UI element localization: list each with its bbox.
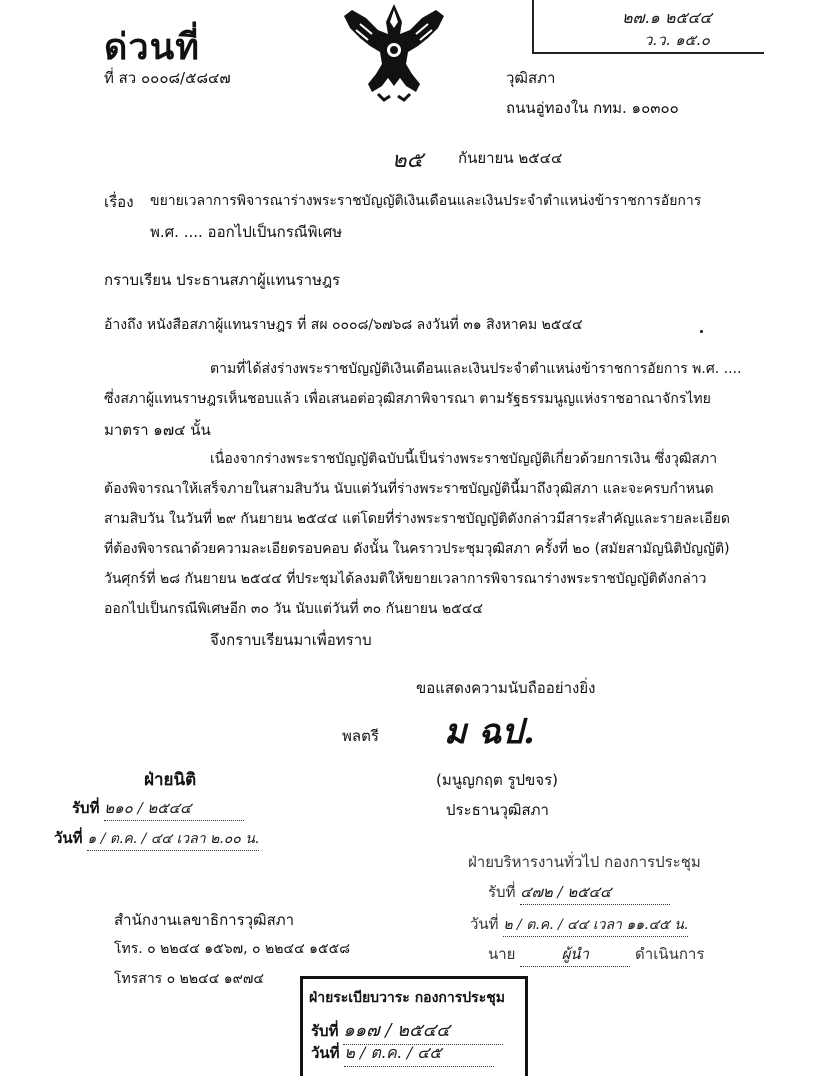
body-p2-line-5: วันศุกร์ที่ ๒๘ กันยายน ๒๕๔๔ ที่ประชุมได้ลงมติให้ขยายเวลาการพิจารณาร่างพระราชบัญญัติดังกล่าว — [104, 571, 707, 587]
admin-date-value: ๒ / ต.ค. / ๔๔ เวลา ๑๑.๔๕ น. — [503, 914, 688, 937]
legal-stamp-receipt — [72, 796, 244, 821]
subject-line-2: พ.ศ. .... ออกไปเป็นกรณีพิเศษ — [150, 223, 343, 241]
legal-receipt-label: รับที่ — [72, 799, 100, 817]
body-p2-line-2: ต้องพิจารณาให้เสร็จภายในสามสิบวัน นับแต่วันที่ร่างพระราชบัญญัตินี้มาถึงวุฒิสภา และจะครบกำหนด — [104, 481, 714, 497]
office-fax: โทรสาร ๐ ๒๒๔๔ ๑๙๗๔ — [114, 971, 265, 987]
admin-assign-label: นาย — [488, 945, 516, 963]
urgent-label: ด่วนที่ — [104, 27, 200, 68]
signer-title: ประธานวุฒิสภา — [446, 801, 549, 819]
admin-action-label: ดำเนินการ — [635, 945, 705, 963]
date-month-year: กันยายน ๒๕๔๔ — [458, 149, 563, 167]
reference: อ้างถึง หนังสือสภาผู้แทนราษฎร ที่ สผ ๐๐๐๘/๖๗๖๘ ลงวันที่ ๓๑ สิงหาคม ๒๕๔๔ — [104, 317, 583, 333]
registry-date-value: ๒ / ต.ค. / ๔๕ — [344, 1041, 494, 1067]
legal-receipt-value: ๒๑๐ / ๒๕๔๔ — [104, 796, 244, 821]
registry-receipt-label: รับที่ — [311, 1022, 339, 1040]
legal-stamp-title: ฝ่ายนิติ — [144, 770, 197, 790]
sender-address: ถนนอู่ทองใน กทม. ๑๐๓๐๐ — [506, 99, 679, 117]
date-day: ๒๕ — [392, 148, 424, 173]
admin-receipt-value: ๔๗๒ / ๒๕๔๔ — [520, 880, 670, 905]
body-p1-line-1: ตามที่ได้ส่งร่างพระราชบัญญัติเงินเดือนและเงินประจำตำแหน่งข้าราชการอัยการ พ.ศ. .... — [210, 361, 742, 377]
salutation: กราบเรียน ประธานสภาผู้แทนราษฎร — [104, 271, 341, 289]
receipt-stamp-top — [532, 0, 764, 54]
signature: ม ฉป. — [444, 712, 535, 752]
receipt-top-line2: ว.ว. ๑๕.๐ — [644, 31, 710, 49]
signer-name: (มนูญกฤต รูปขจร) — [436, 771, 558, 789]
registry-stamp-date — [311, 1041, 494, 1067]
admin-assign-value: ผู้นำ — [520, 942, 630, 967]
office-phone: โทร. ๐ ๒๒๔๔ ๑๕๖๗, ๐ ๒๒๔๔ ๑๕๕๘ — [114, 941, 351, 957]
stray-mark — [700, 330, 703, 333]
subject-line-1: ขยายเวลาการพิจารณาร่างพระราชบัญญัติเงินเดือนและเงินประจำตำแหน่งข้าราชการอัยการ — [150, 193, 702, 209]
body-p1-line-3: มาตรา ๑๗๔ นั้น — [104, 421, 211, 439]
office-name: สำนักงานเลขาธิการวุฒิสภา — [114, 911, 295, 929]
legal-date-label: วันที่ — [54, 829, 83, 847]
garuda-emblem-icon — [338, 0, 450, 104]
admin-stamp-title: ฝ่ายบริหารงานทั่วไป กองการประชุม — [468, 853, 701, 871]
admin-stamp-assign — [488, 942, 704, 967]
sender-org: วุฒิสภา — [506, 69, 556, 87]
registry-receipt-value: ๑๑๗ / ๒๕๔๔ — [343, 1015, 503, 1045]
registry-stamp — [300, 976, 528, 1076]
admin-date-label: วันที่ — [470, 915, 499, 933]
body-p2-line-3: สามสิบวัน ในวันที่ ๒๙ กันยายน ๒๕๔๔ แต่โดยที่ร่างพระราชบัญญัติดังกล่าวมีสาระสำคัญและรายละเอียด — [104, 511, 730, 527]
body-p2-line-6: ออกไปเป็นกรณีพิเศษอีก ๓๐ วัน นับแต่วันที่ ๓๐ กันยายน ๒๕๔๔ — [104, 601, 483, 617]
admin-stamp-receipt — [488, 880, 670, 905]
subject-label: เรื่อง — [104, 193, 134, 211]
body-p3: จึงกราบเรียนมาเพื่อทราบ — [210, 631, 372, 649]
admin-receipt-label: รับที่ — [488, 883, 516, 901]
receipt-top-line1: ๒๗.๑ ๒๕๔๔ — [622, 8, 712, 27]
body-p1-line-2: ซึ่งสภาผู้แทนราษฎรเห็นชอบแล้ว เพื่อเสนอต่อวุฒิสภาพิจารณา ตามรัฐธรรมนูญแห่งราชอาณาจักรไทย — [104, 391, 711, 407]
doc-number: ที่ สว ๐๐๐๘/๕๘๔๗ — [104, 69, 231, 87]
body-p2-line-4: ที่ต้องพิจารณาด้วยความละเอียดรอบคอบ ดังนั้น ในคราวประชุมวุฒิสภา ครั้งที่ ๒๐ (สมัยสามัญนิติบัญญัติ) — [104, 541, 730, 557]
legal-date-value: ๑ / ต.ค. / ๔๔ เวลา ๒.๐๐ น. — [87, 828, 259, 851]
registry-stamp-title: ฝ่ายระเบียบวาระ กองการประชุม — [309, 990, 505, 1006]
body-p2-line-1: เนื่องจากร่างพระราชบัญญัติฉบับนี้เป็นร่างพระราชบัญญัติเกี่ยวด้วยการเงิน ซึ่งวุฒิสภา — [210, 451, 718, 467]
closing-regards: ขอแสดงความนับถืออย่างยิ่ง — [416, 679, 596, 697]
admin-stamp-date — [470, 912, 688, 937]
registry-date-label: วันที่ — [311, 1044, 340, 1062]
legal-stamp-date — [54, 826, 259, 851]
signer-rank: พลตรี — [342, 727, 379, 745]
